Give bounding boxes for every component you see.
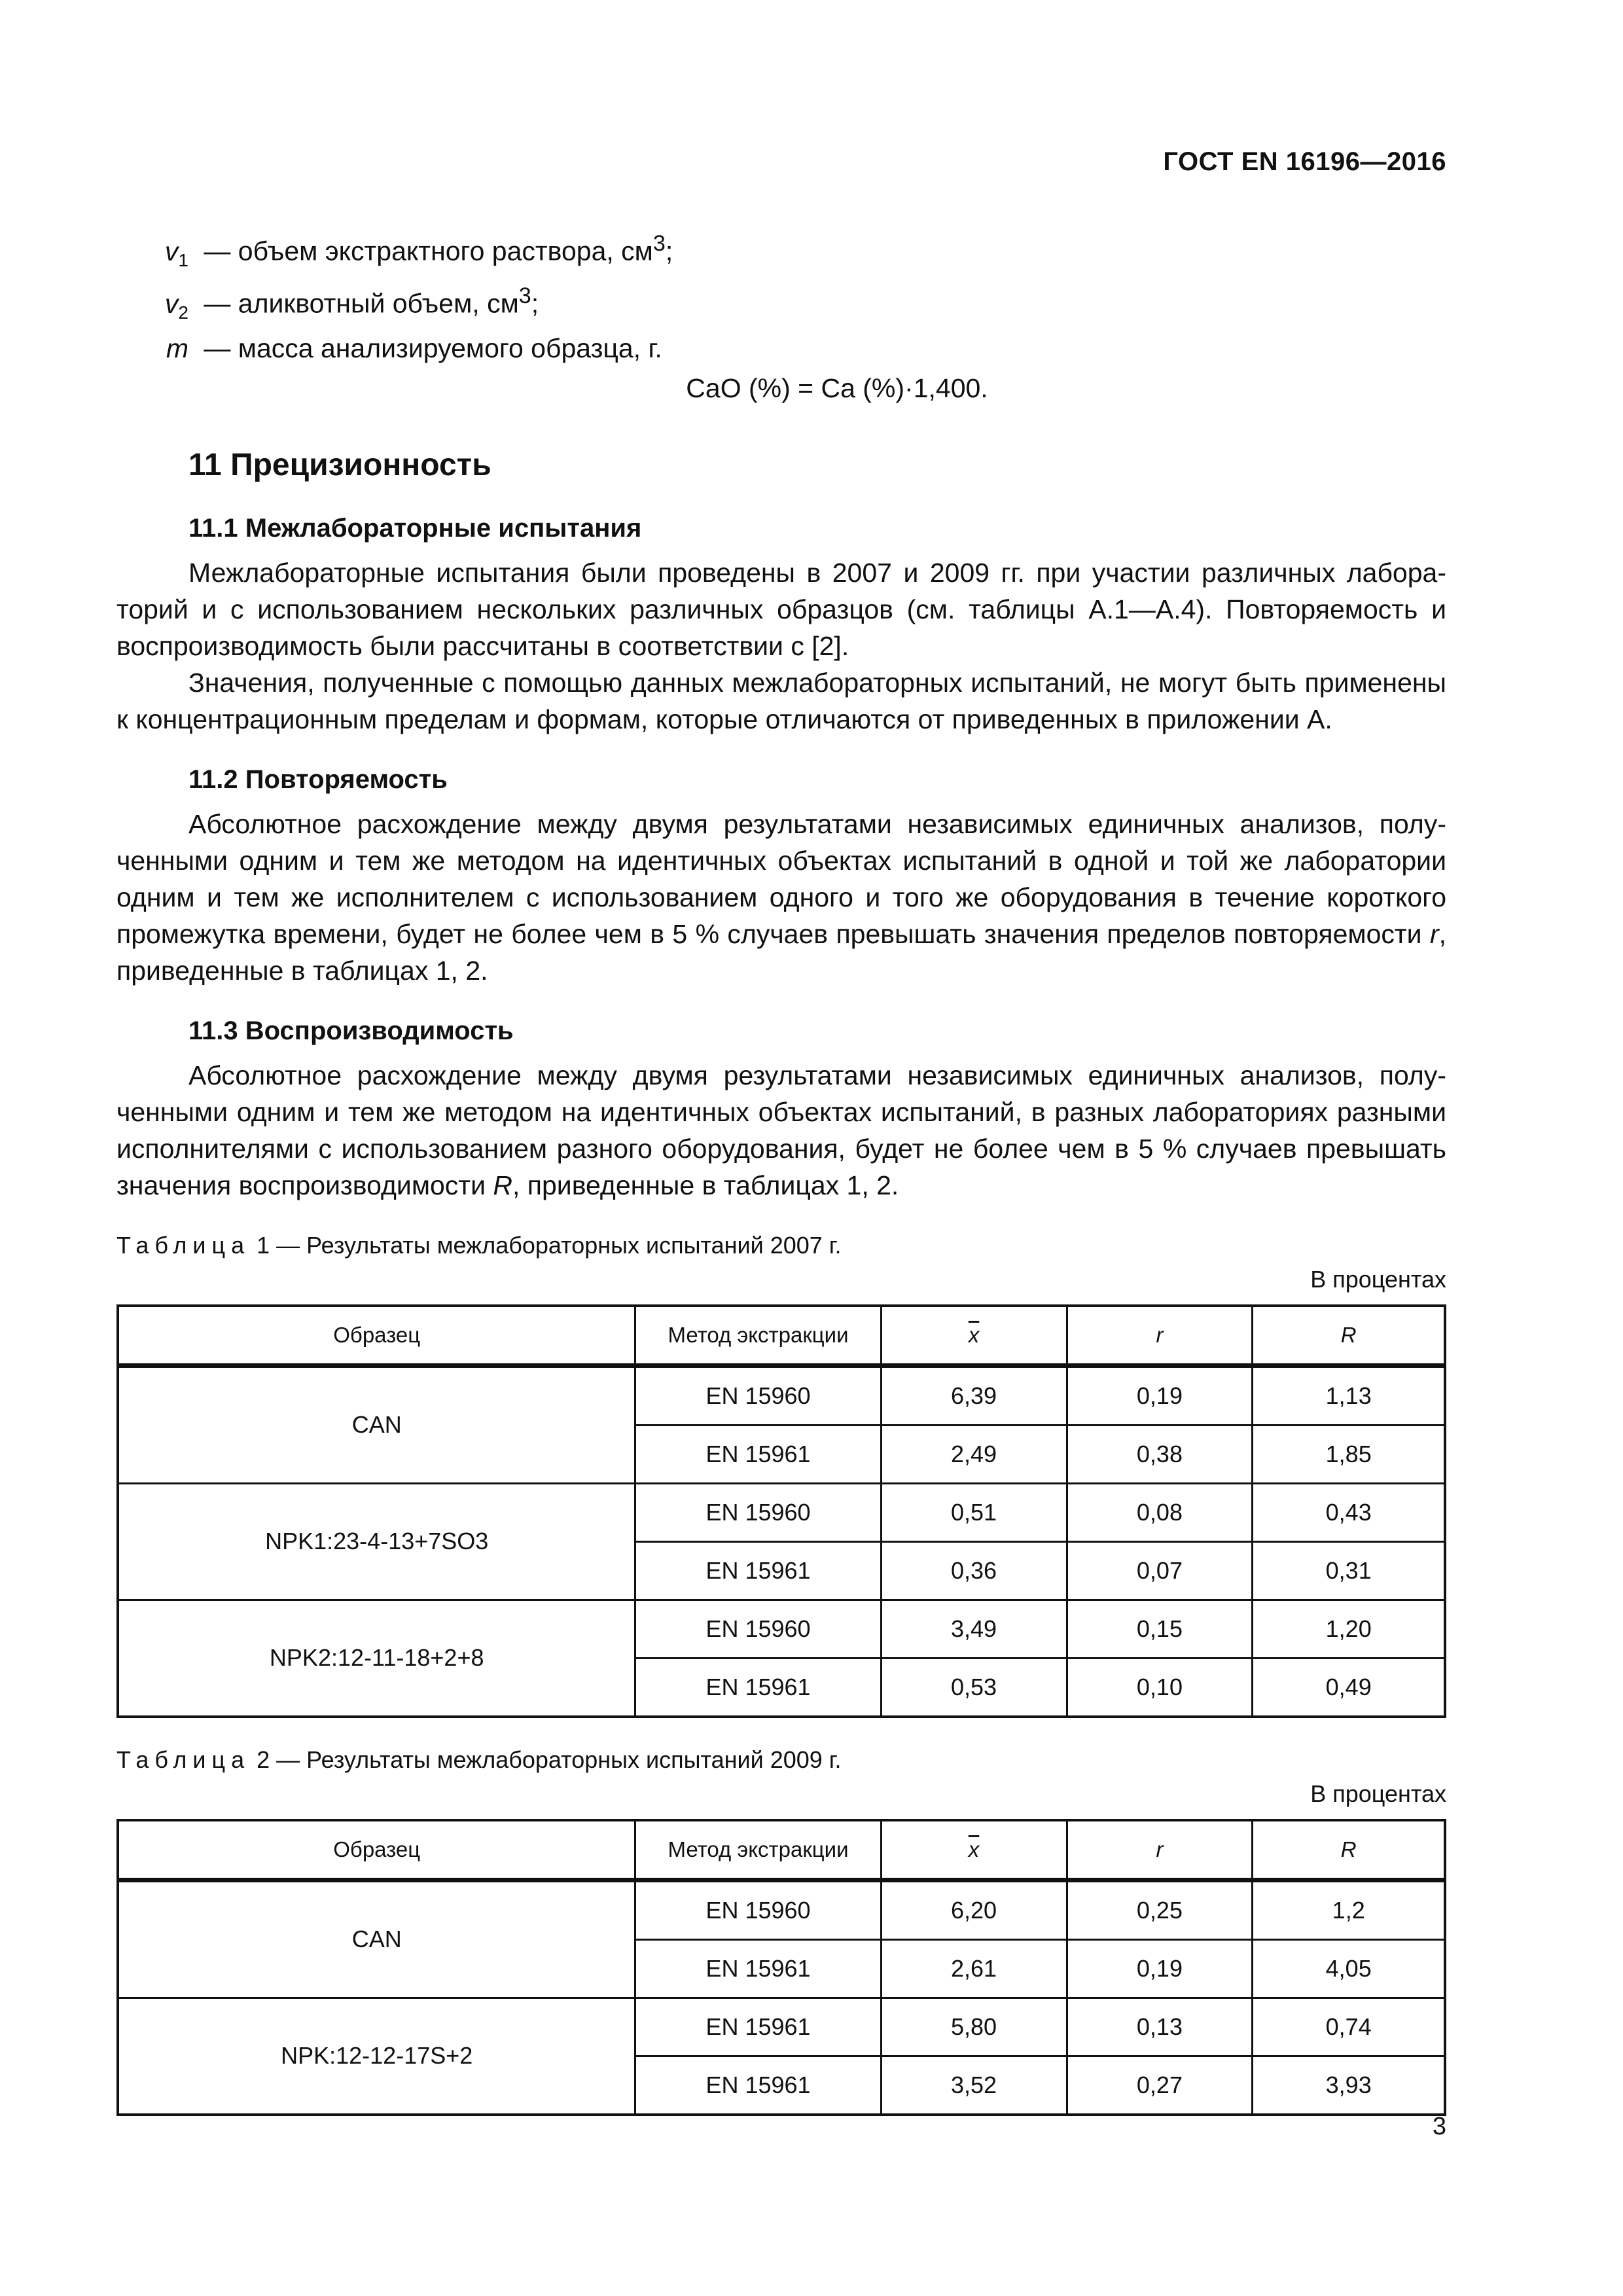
table-row	[118, 1998, 1445, 2056]
paragraph: Абсолютное расхождение между двумя результатами независимых единичных анализов, полученными одним и тем же методом на идентичных объектах испытаний, в разных лабораториях разными исполнителями с использованием разного оборудования, будет не более чем в 5 % случаев превышать значения воспроизводимости R, приведенные в таблицах 1, 2.	[116, 1060, 1446, 1200]
variable-definition: $v_1$ — объем экстрактного раствора, $см^3$;	[116, 226, 1446, 278]
table-row	[118, 1483, 1445, 1541]
header-repeatability: r	[1067, 1306, 1253, 1366]
cell-sample: NPK:12-12-17S+2	[118, 1998, 635, 2115]
cell-method: EN 15960	[635, 1880, 881, 1939]
variable-definition: $v_2$ — аликвотный объем, $см^3$;	[116, 278, 1446, 331]
paragraph: Абсолютное расхождение между двумя результатами независимых единичных анализов, полученными одним и тем же методом на идентичных объектах испытаний в одной и той же лаборатории одним и тем же исполнителем с использованием одного и того же оборудования в течение короткого промежутка времени, будет не более чем в 5 % случаев превышать значения пределов повторяемости r, приведенные в таблицах 1, 2.	[116, 808, 1446, 986]
cell-repeatability: 0,08	[1067, 1483, 1253, 1541]
cell-repeatability: 0,07	[1067, 1541, 1253, 1600]
table-row	[118, 1600, 1445, 1658]
subsection-heading: 11.2 Повторяемость	[188, 764, 448, 794]
cell-mean: 2,61	[881, 1939, 1067, 1998]
cell-repeatability: 0,19	[1067, 1365, 1253, 1425]
cell-mean: 0,51	[881, 1483, 1067, 1541]
section-heading	[116, 444, 1446, 486]
cell-reproducibility: 1,13	[1253, 1365, 1445, 1425]
cell-repeatability: 0,38	[1067, 1425, 1253, 1483]
table-units: В процентах	[1310, 1780, 1446, 1807]
cell-method: EN 15961	[635, 1658, 881, 1717]
header-sample: Образец	[118, 1306, 635, 1366]
cell-repeatability: 0,25	[1067, 1880, 1253, 1939]
formula: CaO (%) = Ca (%)·1,400.	[686, 372, 988, 403]
cell-mean: 3,49	[881, 1600, 1067, 1658]
document-header: ГОСТ EN 16196—2016	[1163, 147, 1446, 176]
table-caption: Таблица 1 — Результаты межлабораторных испытаний 2007 г.	[116, 1231, 842, 1259]
table-units: В процентах	[1310, 1265, 1446, 1293]
cell-repeatability: 0,15	[1067, 1600, 1253, 1658]
page-number: 3	[1432, 2113, 1446, 2140]
cell-sample: CAN	[118, 1880, 635, 1998]
variable-symbol: $v_2$	[164, 288, 188, 323]
table-row	[118, 1880, 1445, 1939]
table-header-row	[118, 1820, 1445, 1880]
cell-reproducibility: 4,05	[1253, 1939, 1445, 1998]
cell-reproducibility: 1,2	[1253, 1880, 1445, 1939]
variable-definition	[116, 331, 1446, 366]
cell-method: EN 15961	[635, 1998, 881, 2056]
cell-mean: 2,49	[881, 1425, 1067, 1483]
paragraph: Межлабораторные испытания были проведены в 2007 и 2009 гг. при участии различных лабораторий и с использованием нескольких различных образцов (см. таблицы А.1—А.4). Повторяемость и воспроизводимость были рассчитаны в соответствии с [2].	[116, 557, 1446, 661]
page-content	[116, 226, 1446, 2116]
cell-mean: 6,39	[881, 1365, 1067, 1425]
section-title: Прецизионность	[230, 447, 491, 482]
cell-mean: 5,80	[881, 1998, 1067, 2056]
variable-description: — масса анализируемого образца, г.	[196, 332, 662, 363]
cell-repeatability: 0,13	[1067, 1998, 1253, 2056]
table-header-row	[118, 1306, 1445, 1366]
results-table-2007	[116, 1304, 1446, 1718]
header-reproducibility: R	[1253, 1820, 1445, 1880]
header-mean: $\overline{x}$	[881, 1820, 1067, 1880]
header-method: Метод экстракции	[635, 1306, 881, 1366]
cell-repeatability: 0,19	[1067, 1939, 1253, 1998]
cell-reproducibility: 0,31	[1253, 1541, 1445, 1600]
cell-sample: CAN	[118, 1365, 635, 1483]
variable-description: — объем экстрактного раствора, см	[196, 236, 653, 266]
cell-method: EN 15960	[635, 1365, 881, 1425]
cell-method: EN 15960	[635, 1483, 881, 1541]
variable-symbol: m	[166, 332, 188, 363]
subsection-heading: 11.1 Межлабораторные испытания	[188, 513, 642, 543]
cell-sample: NPK1:23-4-13+7SO3	[118, 1483, 635, 1600]
variable-description: — аликвотный объем, см	[196, 288, 519, 319]
cell-mean: 3,52	[881, 2056, 1067, 2115]
cell-method: EN 15961	[635, 1425, 881, 1483]
cell-reproducibility: 0,49	[1253, 1658, 1445, 1717]
header-repeatability: r	[1067, 1820, 1253, 1880]
cell-repeatability: 0,27	[1067, 2056, 1253, 2115]
variable-symbol: $v_1$	[164, 236, 188, 270]
cell-reproducibility: 0,74	[1253, 1998, 1445, 2056]
paragraph: Значения, полученные с помощью данных межлабораторных испытаний, не могут быть применены к концентрационным пределам и формам, которые отличаются от приведенных в приложении А.	[116, 667, 1446, 734]
cell-method: EN 15961	[635, 2056, 881, 2115]
cell-mean: 6,20	[881, 1880, 1067, 1939]
cell-mean: 0,53	[881, 1658, 1067, 1717]
results-table-2009	[116, 1819, 1446, 2116]
cell-reproducibility: 1,20	[1253, 1600, 1445, 1658]
subsection-heading: 11.3 Воспроизводимость	[188, 1016, 514, 1045]
cell-method: EN 15961	[635, 1939, 881, 1998]
cell-method: EN 15960	[635, 1600, 881, 1658]
cell-repeatability: 0,10	[1067, 1658, 1253, 1717]
header-sample: Образец	[118, 1820, 635, 1880]
table-row	[118, 1365, 1445, 1425]
header-mean: $\overline{x}$	[881, 1306, 1067, 1366]
cell-sample: NPK2:12-11-18+2+8	[118, 1600, 635, 1717]
cell-method: EN 15961	[635, 1541, 881, 1600]
header-method: Метод экстракции	[635, 1820, 881, 1880]
cell-reproducibility: 3,93	[1253, 2056, 1445, 2115]
table-caption: Таблица 2 — Результаты межлабораторных испытаний 2009 г.	[116, 1746, 842, 1773]
header-reproducibility: R	[1253, 1306, 1445, 1366]
cell-mean: 0,36	[881, 1541, 1067, 1600]
cell-reproducibility: 1,85	[1253, 1425, 1445, 1483]
cell-reproducibility: 0,43	[1253, 1483, 1445, 1541]
section-number: 11	[188, 447, 222, 482]
